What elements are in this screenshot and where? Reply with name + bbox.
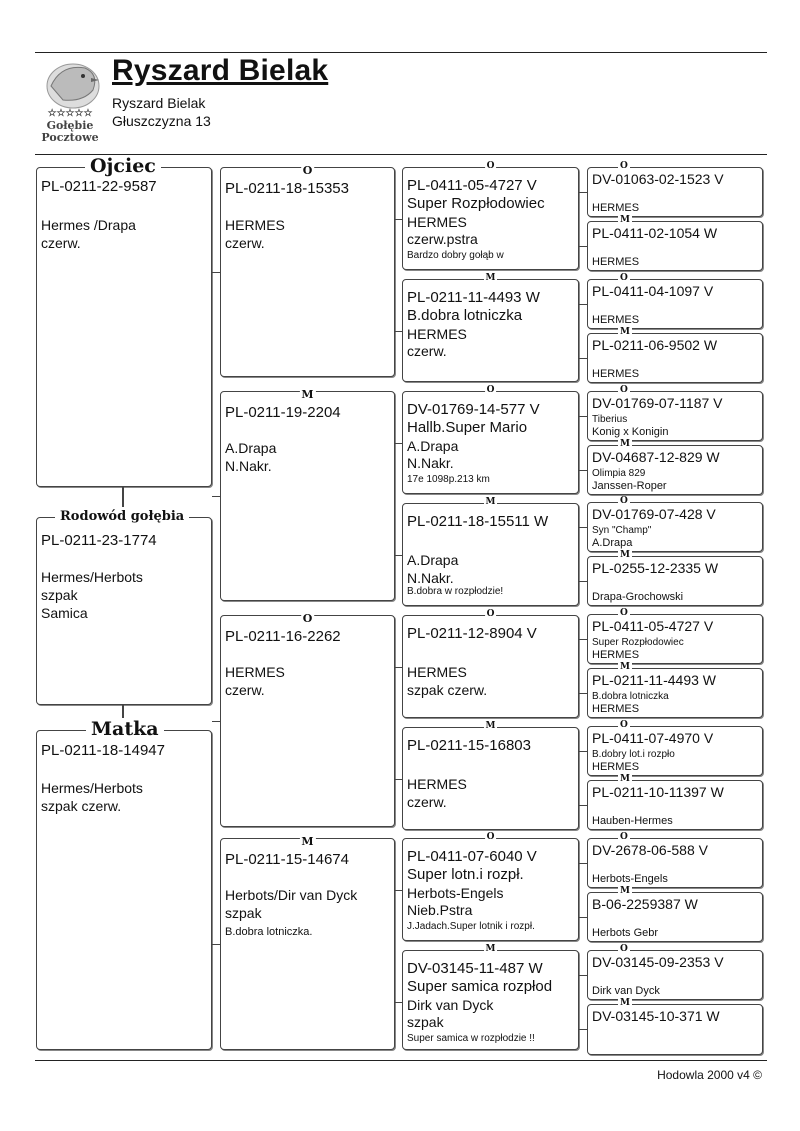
connector-tick <box>579 581 587 582</box>
great-grandparent-card-5[interactable] <box>402 609 579 718</box>
great-grandparent-name: B.dobra lotniczka <box>407 307 523 324</box>
subject-line3: Samica <box>41 605 88 621</box>
grandparent-line1: A.Drapa <box>225 440 277 456</box>
great-grandparent-line1: Herbots-Engels <box>407 885 504 901</box>
sex-label: O <box>620 496 628 506</box>
connector-tick <box>579 975 587 976</box>
connector-tick <box>579 1029 587 1030</box>
great-grandparent-card-1[interactable] <box>402 161 579 270</box>
connector-tick <box>579 470 587 471</box>
ancestor-line2: Dirk van Dyck <box>592 985 660 997</box>
sex-label: M <box>620 774 630 784</box>
grandparent-ring: PL-0211-19-2204 <box>225 404 341 421</box>
ancestor-ring: PL-0411-02-1054 W <box>592 225 718 241</box>
connector-tick <box>579 693 587 694</box>
mother-label: Matka <box>86 718 164 740</box>
sex-label: M <box>301 388 314 401</box>
great-grandparent-ring: DV-03145-11-487 W <box>407 960 543 977</box>
ancestor-ring: DV-03145-09-2353 V <box>592 954 724 970</box>
grandparent-line1: HERMES <box>225 664 285 680</box>
sex-label: O <box>620 273 628 283</box>
mother-line2: szpak czerw. <box>41 798 122 814</box>
grandparent-card-1[interactable] <box>220 164 395 377</box>
grandparent-card-4[interactable] <box>220 835 395 1050</box>
ancestor-ring: PL-0411-05-4727 V <box>592 618 714 634</box>
connector-tick <box>212 496 220 497</box>
connector-father <box>122 487 124 507</box>
ancestor-line2: HERMES <box>592 256 640 268</box>
great-grandparent-name: Hallb.Super Mario <box>407 419 528 436</box>
ancestor-card-9[interactable] <box>587 608 763 664</box>
ancestor-line2: HERMES <box>592 649 640 661</box>
grandparent-ring: PL-0211-18-15353 <box>225 180 349 197</box>
connector-tick <box>579 805 587 806</box>
great-grandparent-ring: DV-01769-14-577 V <box>407 401 540 418</box>
grandparent-card-3[interactable] <box>220 612 395 827</box>
father-label: Ojciec <box>85 155 161 177</box>
ancestor-line2: Drapa-Grochowski <box>592 591 684 603</box>
subject-ring: PL-0211-23-1774 <box>41 532 157 549</box>
father-ring: PL-0211-22-9587 <box>41 178 157 195</box>
ancestor-line2: Herbots-Engels <box>592 873 668 885</box>
sex-label: O <box>620 720 628 730</box>
great-grandparent-line2: szpak czerw. <box>407 682 488 698</box>
ancestor-line2: HERMES <box>592 202 640 214</box>
ancestor-card-7[interactable] <box>587 496 763 552</box>
logo-text-line1: Gołębie <box>46 119 94 132</box>
ancestor-card-6[interactable] <box>587 439 763 495</box>
great-grandparent-card-4[interactable] <box>402 497 579 606</box>
grandparent-line1: Herbots/Dir van Dyck <box>225 887 358 903</box>
grandparent-line2: czerw. <box>225 682 265 698</box>
great-grandparent-line3: Bardzo dobry gołąb w <box>407 250 504 261</box>
ancestor-ring: PL-0211-11-4493 W <box>592 672 716 688</box>
father-line2: czerw. <box>41 235 81 251</box>
connector-tick <box>395 1002 403 1003</box>
connector-tick <box>395 555 403 556</box>
sex-label: O <box>620 832 628 842</box>
ancestor-card-13[interactable] <box>587 832 763 888</box>
ancestor-ring: DV-04687-12-829 W <box>592 449 720 465</box>
ancestor-card-16[interactable] <box>587 998 763 1055</box>
great-grandparent-card-8[interactable] <box>402 944 579 1050</box>
great-grandparent-ring: PL-0211-18-15511 W <box>407 513 549 530</box>
great-grandparent-line2: N.Nakr. <box>407 570 454 586</box>
sex-label: M <box>620 439 630 449</box>
ancestor-card-4[interactable] <box>587 327 763 383</box>
sex-label: O <box>620 385 628 395</box>
ancestor-line2: Konig x Konigin <box>592 426 669 438</box>
great-grandparent-line2: czerw. <box>407 794 447 810</box>
subject-line1: Hermes/Herbots <box>41 569 143 585</box>
great-grandparent-card-7[interactable] <box>402 832 579 941</box>
father-card[interactable] <box>36 167 212 487</box>
great-grandparent-line3: J.Jadach.Super lotnik i rozpł. <box>407 921 535 932</box>
ancestor-line2: HERMES <box>592 368 640 380</box>
sex-label: O <box>486 385 495 395</box>
great-grandparent-ring: PL-0411-07-6040 V <box>407 848 537 865</box>
ancestor-line2: A.Drapa <box>592 537 633 549</box>
great-grandparent-line1: HERMES <box>407 776 467 792</box>
connector-tick <box>579 863 587 864</box>
great-grandparent-ring: PL-0211-15-16803 <box>407 737 531 754</box>
connector-tick <box>395 219 403 220</box>
ancestor-ring: DV-01063-02-1523 V <box>592 171 724 187</box>
great-grandparent-line1: A.Drapa <box>407 438 459 454</box>
grandparent-ring: PL-0211-15-14674 <box>225 851 349 868</box>
sex-label: O <box>302 612 313 625</box>
sex-label: O <box>486 609 495 619</box>
sex-label: O <box>620 161 628 171</box>
sex-label: M <box>620 215 630 225</box>
grandparent-line2: czerw. <box>225 235 265 251</box>
footer-credit: Hodowla 2000 v4 © <box>657 1068 762 1082</box>
top-rule <box>35 52 767 53</box>
connector-tick <box>579 416 587 417</box>
great-grandparent-ring: PL-0411-05-4727 V <box>407 177 537 194</box>
ancestor-card-8[interactable] <box>587 550 763 606</box>
grandparent-line2: szpak <box>225 905 262 921</box>
ancestor-line1: B.dobry lot.i rozpło <box>592 749 675 760</box>
mother-line1: Hermes/Herbots <box>41 780 143 796</box>
great-grandparent-card-3[interactable] <box>402 385 579 494</box>
sex-label: O <box>486 832 495 842</box>
connector-tick <box>212 944 220 945</box>
grandparent-line1: HERMES <box>225 217 285 233</box>
great-grandparent-line3: B.dobra w rozpłodzie! <box>407 586 504 597</box>
sex-label: O <box>302 164 313 177</box>
ancestor-line1: Syn "Champ" <box>592 525 652 536</box>
great-grandparent-line2: Nieb.Pstra <box>407 902 473 918</box>
ancestor-ring: DV-01769-07-1187 V <box>592 395 723 411</box>
sex-label: O <box>620 944 628 954</box>
sex-label: M <box>485 497 496 507</box>
sex-label: M <box>620 327 630 337</box>
ancestor-line2: HERMES <box>592 761 640 773</box>
subject-card[interactable] <box>36 517 212 705</box>
sex-label: M <box>620 550 630 560</box>
great-grandparent-line1: HERMES <box>407 326 467 342</box>
sex-label: M <box>485 273 496 283</box>
connector-tick <box>212 272 220 273</box>
ancestor-line1: B.dobra lotniczka <box>592 691 669 702</box>
ancestor-card-3[interactable] <box>587 273 763 329</box>
pedigree-label: Rodowód gołębia <box>55 509 189 524</box>
ancestor-line2: HERMES <box>592 314 640 326</box>
ancestor-ring: PL-0211-10-11397 W <box>592 784 724 800</box>
connector-tick <box>579 639 587 640</box>
ancestor-ring: PL-0211-06-9502 W <box>592 337 718 353</box>
great-grandparent-ring: PL-0211-11-4493 W <box>407 289 540 306</box>
sex-label: O <box>486 161 495 171</box>
sex-label: M <box>485 721 496 731</box>
connector-tick <box>579 751 587 752</box>
ancestor-card-1[interactable] <box>587 161 763 217</box>
connector-tick <box>395 779 403 780</box>
connector-tick <box>212 721 220 722</box>
connector-tick <box>579 246 587 247</box>
connector-tick <box>395 667 403 668</box>
ancestor-line1: Tiberius <box>592 414 628 425</box>
ancestor-ring: PL-0411-07-4970 V <box>592 730 714 746</box>
ancestor-ring: DV-2678-06-588 V <box>592 842 708 858</box>
connector-tick <box>579 192 587 193</box>
mother-ring: PL-0211-18-14947 <box>41 742 165 759</box>
ancestor-line2: Janssen-Roper <box>592 480 667 492</box>
father-line1: Hermes /Drapa <box>41 217 136 233</box>
great-grandparent-name: Super samica rozpłod <box>407 978 553 995</box>
ancestor-ring: DV-03145-10-371 W <box>592 1008 720 1024</box>
connector-tick <box>579 917 587 918</box>
logo-text-line2: Pocztowe <box>41 131 99 144</box>
breeder-name: Ryszard Bielak <box>112 95 206 111</box>
connector-tick <box>395 331 403 332</box>
pigeon-icon <box>33 56 107 112</box>
great-grandparent-line1: HERMES <box>407 214 467 230</box>
great-grandparent-line1: HERMES <box>407 664 467 680</box>
ancestor-card-11[interactable] <box>587 720 763 776</box>
ancestor-line2: Hauben-Hermes <box>592 815 673 827</box>
mother-card[interactable] <box>36 730 212 1050</box>
ancestor-line1: Super Rozpłodowiec <box>592 637 684 648</box>
great-grandparent-line2: czerw. <box>407 343 447 359</box>
sex-label: M <box>620 662 630 672</box>
sex-label: M <box>485 944 496 954</box>
great-grandparent-card-2[interactable] <box>402 273 579 382</box>
connector-tick <box>579 358 587 359</box>
page-title: Ryszard Bielak <box>112 54 329 87</box>
ancestor-card-5[interactable] <box>587 385 763 441</box>
connector-tick <box>395 890 403 891</box>
grandparent-card-2[interactable] <box>220 388 395 601</box>
grandparent-ring: PL-0211-16-2262 <box>225 628 341 645</box>
great-grandparent-line1: Dirk van Dyck <box>407 997 494 1013</box>
ancestor-card-2[interactable] <box>587 215 763 271</box>
great-grandparent-line2: czerw.pstra <box>407 231 478 247</box>
sex-label: O <box>620 608 628 618</box>
breeder-address: Głuszczyzna 13 <box>112 113 211 129</box>
great-grandparent-name: Super lotn.i rozpł. <box>407 866 524 883</box>
ancestor-line1: Olimpia 829 <box>592 468 646 479</box>
subject-line2: szpak <box>41 587 78 603</box>
ancestor-card-15[interactable] <box>587 944 763 1000</box>
great-grandparent-line3: Super samica w rozpłodzie !! <box>407 1033 535 1044</box>
ancestor-ring: PL-0255-12-2335 W <box>592 560 719 576</box>
sex-label: M <box>620 886 630 896</box>
ancestor-card-10[interactable] <box>587 662 763 718</box>
grandparent-line2: N.Nakr. <box>225 458 272 474</box>
pigeon-logo <box>33 56 107 148</box>
great-grandparent-line2: szpak <box>407 1014 444 1030</box>
ancestor-line2: Herbots Gebr <box>592 927 659 939</box>
connector-tick <box>395 443 403 444</box>
ancestor-ring: PL-0411-04-1097 V <box>592 283 714 299</box>
ancestor-ring: DV-01769-07-428 V <box>592 506 716 522</box>
great-grandparent-card-6[interactable] <box>402 721 579 830</box>
grandparent-line3: B.dobra lotniczka. <box>225 926 313 938</box>
logo-stars: ☆☆☆☆☆ <box>47 108 93 119</box>
ancestor-ring: B-06-2259387 W <box>592 896 698 912</box>
sex-label: M <box>620 998 630 1008</box>
connector-tick <box>579 527 587 528</box>
ancestor-card-12[interactable] <box>587 774 763 830</box>
great-grandparent-line3: 17e 1098p.213 km <box>407 474 490 485</box>
ancestor-card-14[interactable] <box>587 886 763 942</box>
great-grandparent-line2: N.Nakr. <box>407 455 454 471</box>
ancestor-line2: HERMES <box>592 703 640 715</box>
connector-tick <box>579 304 587 305</box>
bottom-rule <box>35 1060 767 1061</box>
great-grandparent-line1: A.Drapa <box>407 552 459 568</box>
great-grandparent-name: Super Rozpłodowiec <box>407 195 545 212</box>
great-grandparent-ring: PL-0211-12-8904 V <box>407 625 537 642</box>
sex-label: M <box>301 835 314 848</box>
